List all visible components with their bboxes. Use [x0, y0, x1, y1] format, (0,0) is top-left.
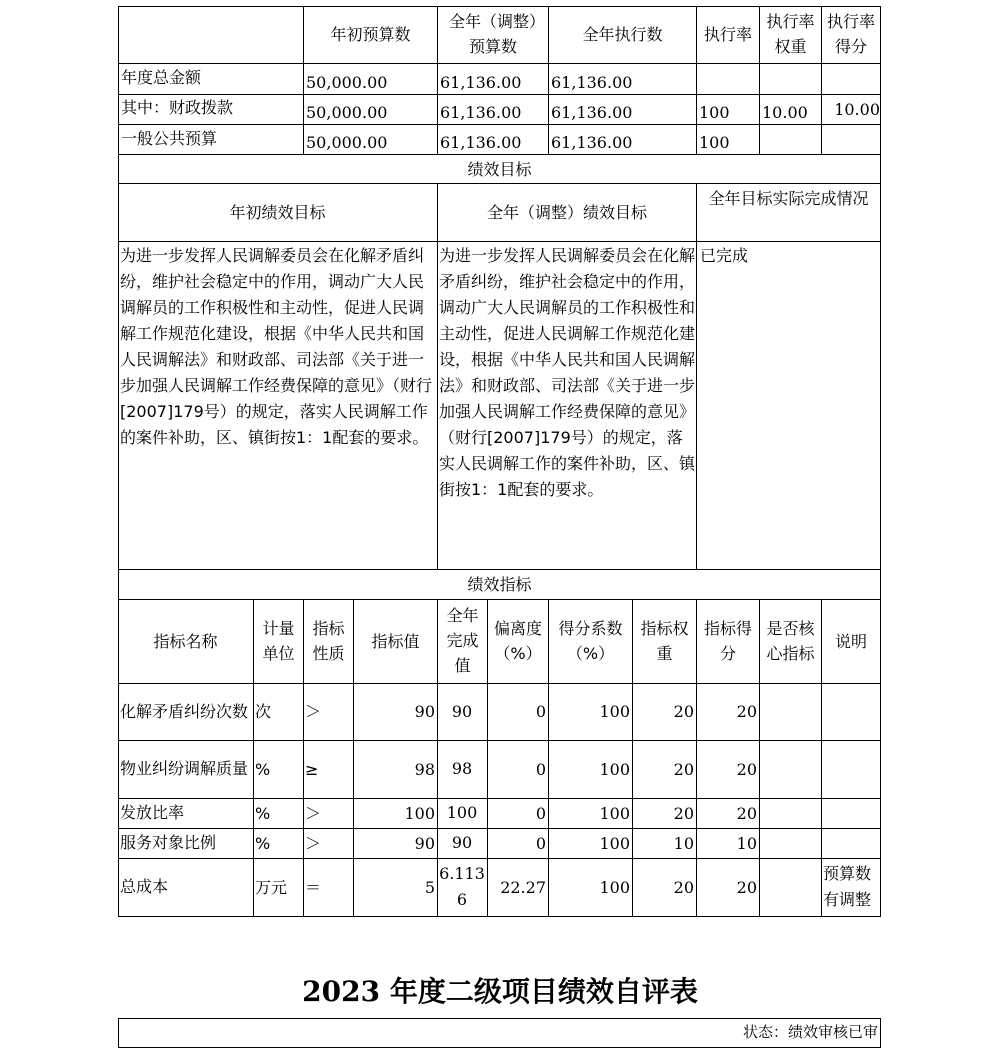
- indicator-target-cell: 90: [414, 702, 435, 721]
- grid-line: [118, 63, 881, 64]
- grid-line: [118, 1047, 881, 1048]
- budget-row-label: 年度总金额: [121, 68, 202, 87]
- ind-header-core-text: 是否核心指标: [766, 619, 815, 663]
- indicator-nature-cell: ＞: [305, 803, 322, 823]
- ind-header-score-text: 指标得分: [703, 619, 752, 663]
- grid-line: [880, 1018, 881, 1048]
- goals-header-initial: 年初绩效目标: [229, 203, 326, 222]
- indicator-weight-cell: 20: [673, 702, 694, 721]
- ind-header-coef: [549, 616, 632, 666]
- indicator-nature-cell: ＞: [305, 833, 322, 853]
- goals-initial-text: 为进一步发挥人民调解委员会在化解矛盾纠纷，维护社会稳定中的作用，调动广大人民调解员的工作积极性和主动性，促进人民调解工作规范化建设，根据《中华人民共和国人民调解法》和财政部、司法部《关于进一步加强人民调解工作经费保障的意见》（财行[2007]179号）的规定，落实人民调解工作的案件补助，区、镇街按1：1配套的要求。: [120, 246, 433, 447]
- indicator-target-cell: 98: [414, 759, 435, 779]
- goals-actual-text: 已完成: [700, 246, 749, 265]
- budget-header-rate: 执行率: [703, 25, 752, 44]
- budget-row-rate: 100: [699, 103, 730, 122]
- budget-row-executed: 61,136.00: [551, 73, 633, 92]
- budget-row-initial: 50,000.00: [306, 133, 388, 152]
- ind-header-done: [438, 603, 487, 678]
- indicator-unit-cell: 次: [255, 702, 272, 721]
- budget-row-rate: 100: [699, 133, 730, 152]
- status-label: 状态：绩效审核已审: [742, 1023, 878, 1041]
- indicator-name-cell: 化解矛盾纠纷次数: [120, 701, 249, 721]
- goals-header-actual-text: 全年目标实际完成情况: [708, 189, 869, 208]
- indicator-weight-cell: 20: [673, 759, 694, 779]
- indicator-note-cell: [823, 683, 878, 740]
- indicator-core-cell: [761, 828, 819, 858]
- grid-line: [118, 1018, 881, 1019]
- indicator-name-cell: 总成本: [120, 877, 169, 896]
- indicator-weight-cell: 20: [673, 877, 694, 897]
- indicator-unit-cell: 万元: [255, 877, 288, 897]
- budget-header-weight: [760, 9, 821, 59]
- indicator-coef-cell: 100: [599, 833, 630, 853]
- goals-header-adjusted: 全年（调整）绩效目标: [486, 203, 647, 222]
- indicator-target-cell: 100: [404, 803, 435, 823]
- indicator-dev-cell: 22.27: [500, 877, 546, 897]
- grid-line: [118, 241, 881, 242]
- indicator-unit-cell: %: [255, 759, 271, 779]
- indicator-note-cell: 预算数有调整: [823, 864, 872, 909]
- ind-header-target: 指标值: [371, 632, 420, 651]
- indicator-coef-cell: 100: [599, 759, 630, 779]
- indicator-note-cell: [823, 828, 878, 858]
- indicator-dev-cell: 0: [535, 833, 546, 853]
- ind-header-nature: [304, 616, 353, 666]
- budget-header-weight-text: 执行率权重: [766, 12, 815, 56]
- budget-row-score: 10.00: [834, 100, 880, 119]
- indicator-name-cell: 服务对象比例: [120, 833, 217, 852]
- ind-header-coef-text: 得分系数（%）: [558, 619, 623, 663]
- page-title: 2023 年度二级项目绩效自评表: [302, 975, 698, 1008]
- indicator-dev-cell: 0: [535, 803, 546, 823]
- ind-header-done-text: 全年完成值: [446, 606, 479, 675]
- indicator-unit-cell: %: [255, 833, 271, 853]
- indicator-nature-cell: ＝: [305, 877, 322, 897]
- indicator-weight-cell: 10: [673, 833, 694, 853]
- budget-row-adjusted: 61,136.00: [440, 103, 522, 122]
- ind-header-unit: [254, 616, 303, 666]
- ind-header-weight-text: 指标权重: [640, 619, 689, 663]
- indicator-core-cell: [761, 798, 819, 828]
- grid-line: [118, 6, 881, 7]
- budget-row-executed: 61,136.00: [551, 103, 633, 122]
- budget-row-initial: 50,000.00: [306, 73, 388, 92]
- ind-header-dev-text: 偏离度（%）: [493, 619, 542, 663]
- budget-header-score: [822, 9, 880, 59]
- grid-line: [696, 183, 697, 569]
- indicator-core-cell: [761, 858, 819, 916]
- indicator-note-cell: [823, 798, 878, 828]
- indicator-coef-cell: 100: [599, 803, 630, 823]
- ind-header-unit-text: 计量单位: [262, 619, 295, 663]
- budget-header-adjusted: [438, 9, 548, 59]
- indicator-done-cell: 90: [451, 833, 473, 852]
- indicator-score-cell: 20: [736, 759, 757, 779]
- indicator-nature-cell: ≥: [305, 759, 319, 779]
- table-border-left: [118, 6, 119, 916]
- ind-header-nature-text: 指标性质: [312, 619, 345, 663]
- budget-row-label: 一般公共预算: [121, 129, 218, 148]
- indicator-score-cell: 20: [736, 803, 757, 823]
- indicator-dev-cell: 0: [535, 759, 546, 779]
- indicator-done-cell: 90: [451, 701, 473, 721]
- indicator-name-cell: 物业纠纷调解质量: [120, 759, 249, 778]
- indicator-nature-cell: ＞: [305, 702, 322, 721]
- budget-row-weight: 10.00: [762, 103, 808, 122]
- indicator-core-cell: [761, 740, 819, 798]
- ind-header-core: [760, 616, 821, 666]
- grid-line: [118, 599, 881, 600]
- budget-row-adjusted: 61,136.00: [440, 73, 522, 92]
- goals-adjusted-text: 为进一步发挥人民调解委员会在化解矛盾纠纷，维护社会稳定中的作用，调动广大人民调解员的工作积极性和主动性，促进人民调解工作规范化建设，根据《中华人民共和国人民调解法》和财政部、司法部《关于进一步加强人民调解工作经费保障的意见》（财行[2007]179号）的规定，落实人民调解工作的案件补助，区、镇街按1：1配套的要求。: [439, 246, 696, 499]
- grid-line: [437, 183, 438, 569]
- indicator-weight-cell: 20: [673, 803, 694, 823]
- goals-header-actual: [697, 186, 880, 211]
- indicator-unit-cell: %: [255, 803, 271, 823]
- indicator-done-cell: 6.1136: [439, 864, 485, 909]
- indicator-score-cell: 20: [736, 877, 757, 897]
- indicator-done-cell: 98: [451, 759, 473, 778]
- indicator-score-cell: 10: [736, 833, 757, 853]
- budget-row-adjusted: 61,136.00: [440, 133, 522, 152]
- indicator-target-cell: 90: [414, 833, 435, 853]
- ind-header-score: [697, 616, 759, 666]
- indicator-score-cell: 20: [736, 702, 757, 721]
- indicator-done-cell: 100: [446, 803, 478, 822]
- budget-header-score-text: 执行率得分: [826, 12, 875, 56]
- grid-line: [118, 569, 881, 570]
- budget-header-adjusted-text: 全年（调整）预算数: [448, 12, 537, 56]
- ind-header-name: 指标名称: [153, 632, 218, 651]
- goals-section-title: 绩效目标: [467, 160, 532, 179]
- grid-line: [118, 916, 881, 917]
- ind-header-dev: [488, 616, 548, 666]
- budget-row-initial: 50,000.00: [306, 103, 388, 122]
- ind-header-weight: [633, 616, 696, 666]
- budget-header-initial: 年初预算数: [330, 25, 411, 44]
- indicators-section-title: 绩效指标: [467, 575, 532, 594]
- indicator-target-cell: 5: [424, 877, 435, 897]
- indicator-name-cell: 发放比率: [120, 803, 185, 822]
- budget-header-executed: 全年执行数: [582, 25, 663, 44]
- indicator-core-cell: [761, 683, 819, 740]
- budget-row-label: 其中：财政拨款: [121, 98, 234, 117]
- indicator-note-cell: [823, 740, 878, 798]
- ind-header-note: 说明: [834, 632, 867, 651]
- grid-line: [118, 183, 881, 184]
- budget-row-executed: 61,136.00: [551, 133, 633, 152]
- indicator-dev-cell: 0: [535, 702, 546, 721]
- indicator-coef-cell: 100: [599, 877, 630, 897]
- indicator-coef-cell: 100: [599, 702, 630, 721]
- table-border-right: [880, 6, 881, 916]
